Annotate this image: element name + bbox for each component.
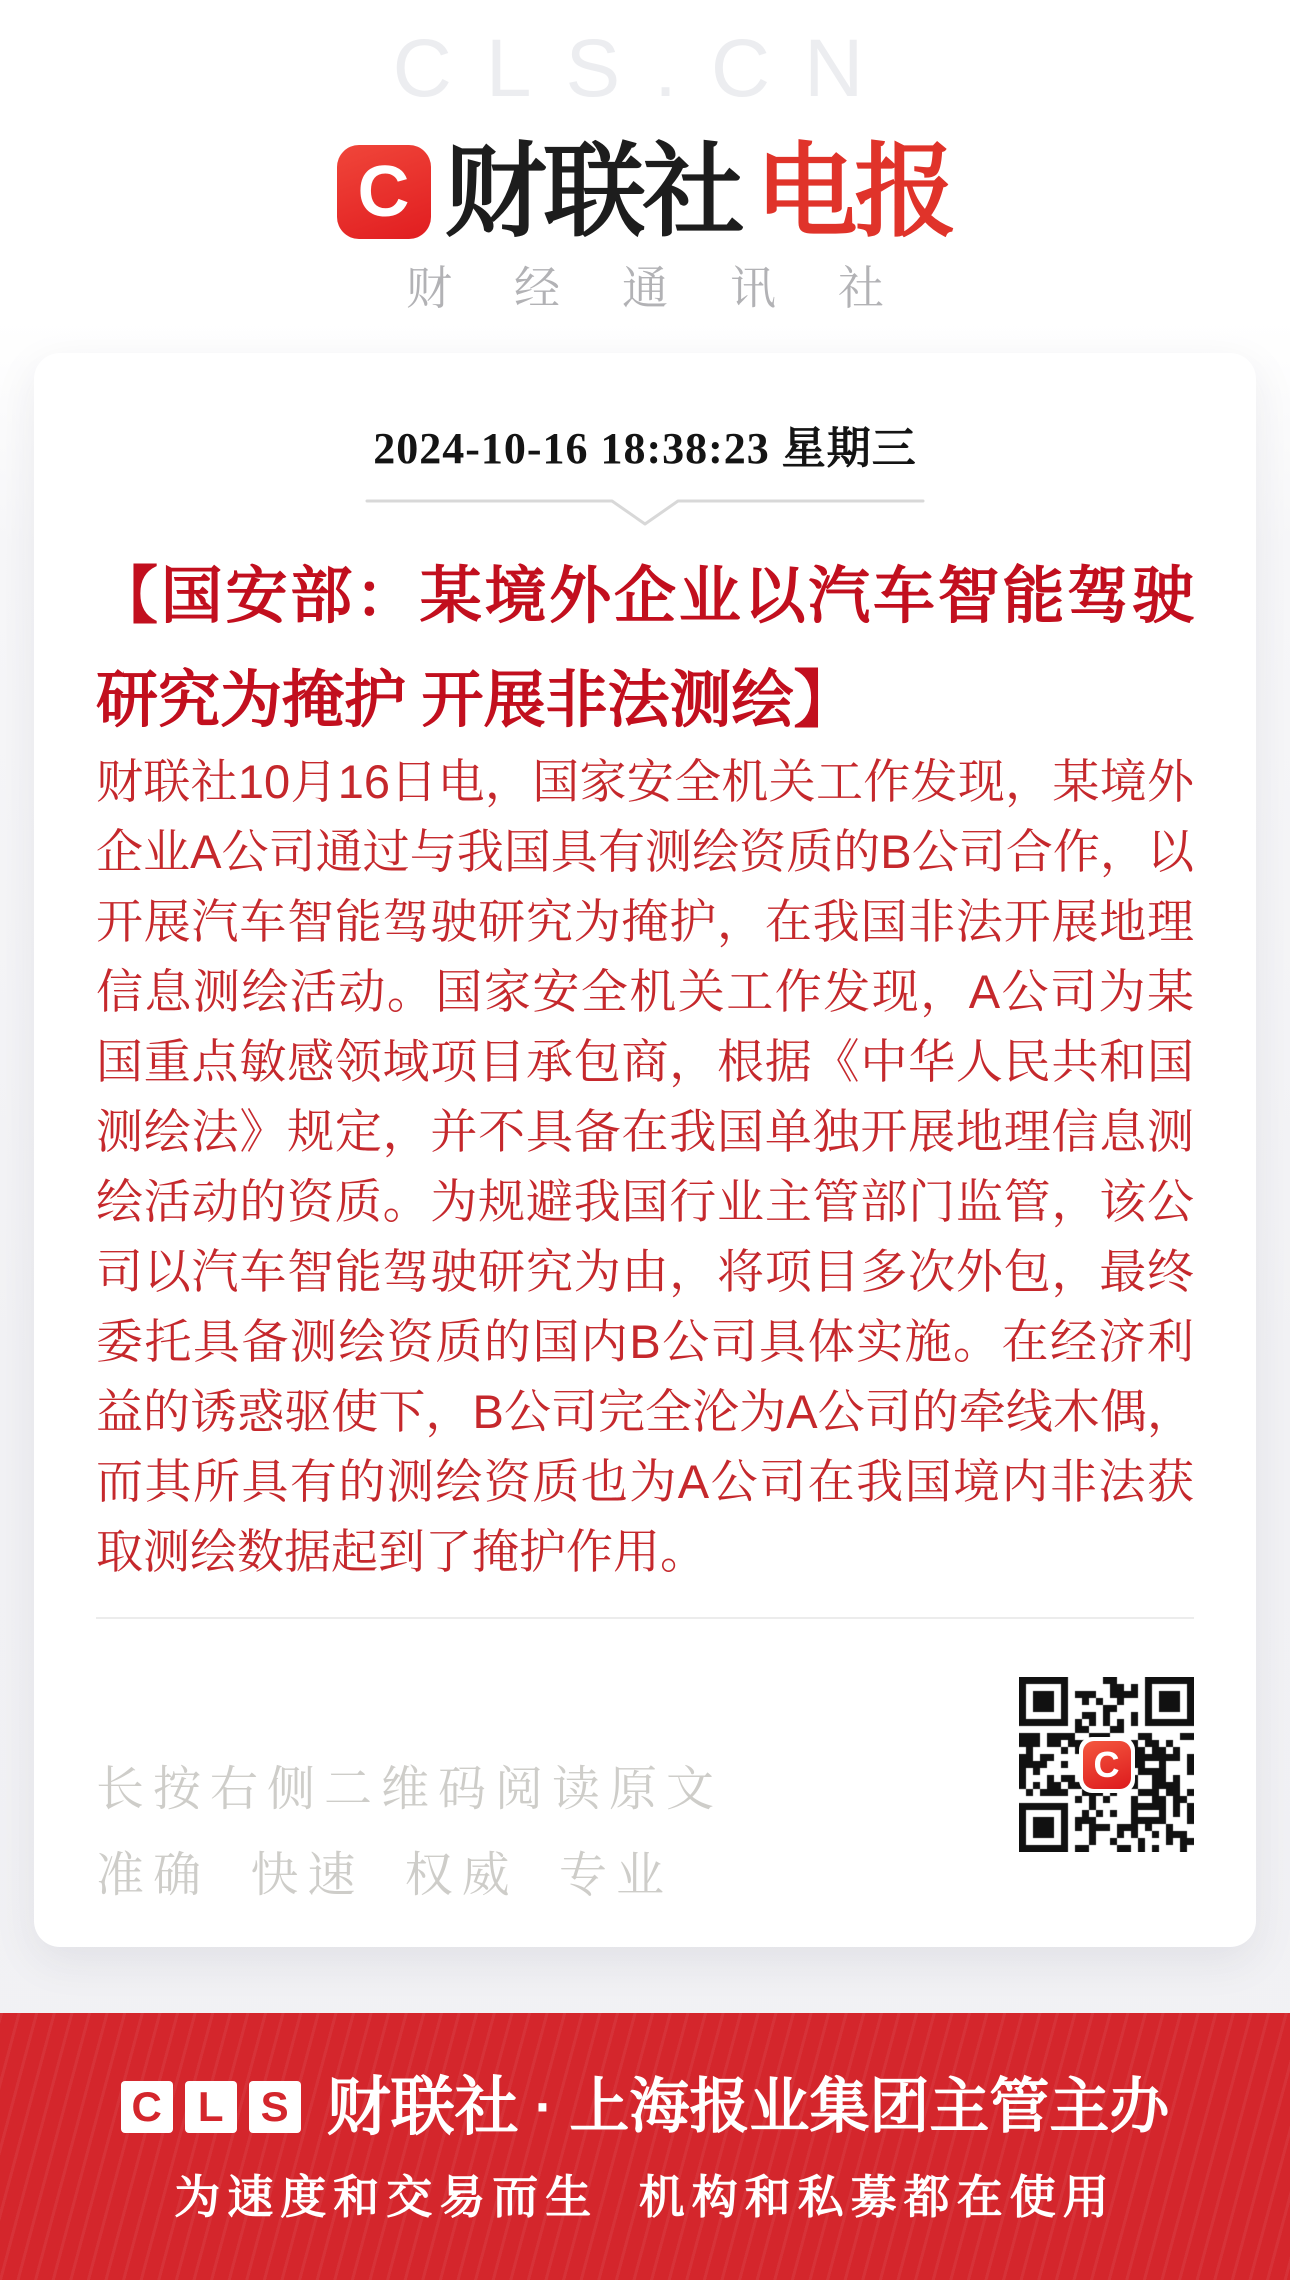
brand-dianbao: 电报: [755, 135, 954, 250]
masthead-logo: [0, 135, 1290, 250]
banner-slogan: 为速度和交易而生 机构和私募都在使用: [174, 2172, 1116, 2223]
cls-letter-boxes: [121, 2081, 301, 2133]
card-footer: [96, 1677, 1194, 1919]
footer-hint-line: 长按右侧二维码阅读原文: [96, 1763, 724, 1817]
cls-app-icon-letter: C: [357, 152, 410, 233]
news-datetime: 2024-10-16 18:38:23 星期三: [373, 424, 917, 474]
cls-app-icon: [337, 145, 431, 239]
banner-separator-dot: ·: [534, 2075, 554, 2138]
cls-letter-box-s: S: [249, 2081, 301, 2133]
cls-letter-box-l: L: [185, 2081, 237, 2133]
footer-text: [96, 1747, 723, 1919]
footer-divider: [96, 1617, 1194, 1619]
bottom-brand-banner: [0, 2013, 1290, 2280]
qr-code[interactable]: [1019, 1677, 1194, 1852]
masthead-subtitle: 财经通讯社: [406, 262, 946, 315]
brand-cailianshe: 财联社: [444, 135, 742, 250]
date-divider: [365, 499, 925, 527]
banner-organizer: 上海报业集团主管主办: [569, 2073, 1170, 2140]
banner-brand-row: [0, 2071, 1290, 2143]
qr-center-logo: [1079, 1737, 1135, 1793]
cls-letter-box-c: C: [121, 2081, 173, 2133]
news-title: 【国安部：某境外企业以汽车智能驾驶研究为掩护 开展非法测绘】: [96, 563, 1194, 736]
news-body: 财联社10月16日电，国家安全机关工作发现，某境外企业A公司通过与我国具有测绘资质的B公司合作，以开展汽车智能驾驶研究为掩护，在我国非法开展地理信息测绘活动。国家安全机关工作发现，A公司为某国重点敏感领域项目承包商，根据《中华人民共和国测绘法》规定，并不具备在我国单独开展地理信息测绘活动的资质。为规避我国行业主管部门监管，该公司以汽车智能驾驶研究为由，将项目多次外包，最终委托具备测绘资质的国内B公司具体实施。在经济利益的诱惑驱使下，B公司完全沦为A公司的牵线木偶，而其所具有的测绘资质也为A公司在我国境内非法获取测绘数据起到了掩护作用。: [96, 755, 1194, 1579]
cls-cn-watermark: CLS.CN: [392, 23, 898, 114]
footer-slogan-line: 准确 快速 权威 专业: [96, 1849, 674, 1903]
qr-center-logo-letter: C: [1083, 1741, 1131, 1789]
news-card: [34, 353, 1256, 1947]
banner-brand-name: 财联社: [326, 2071, 519, 2143]
